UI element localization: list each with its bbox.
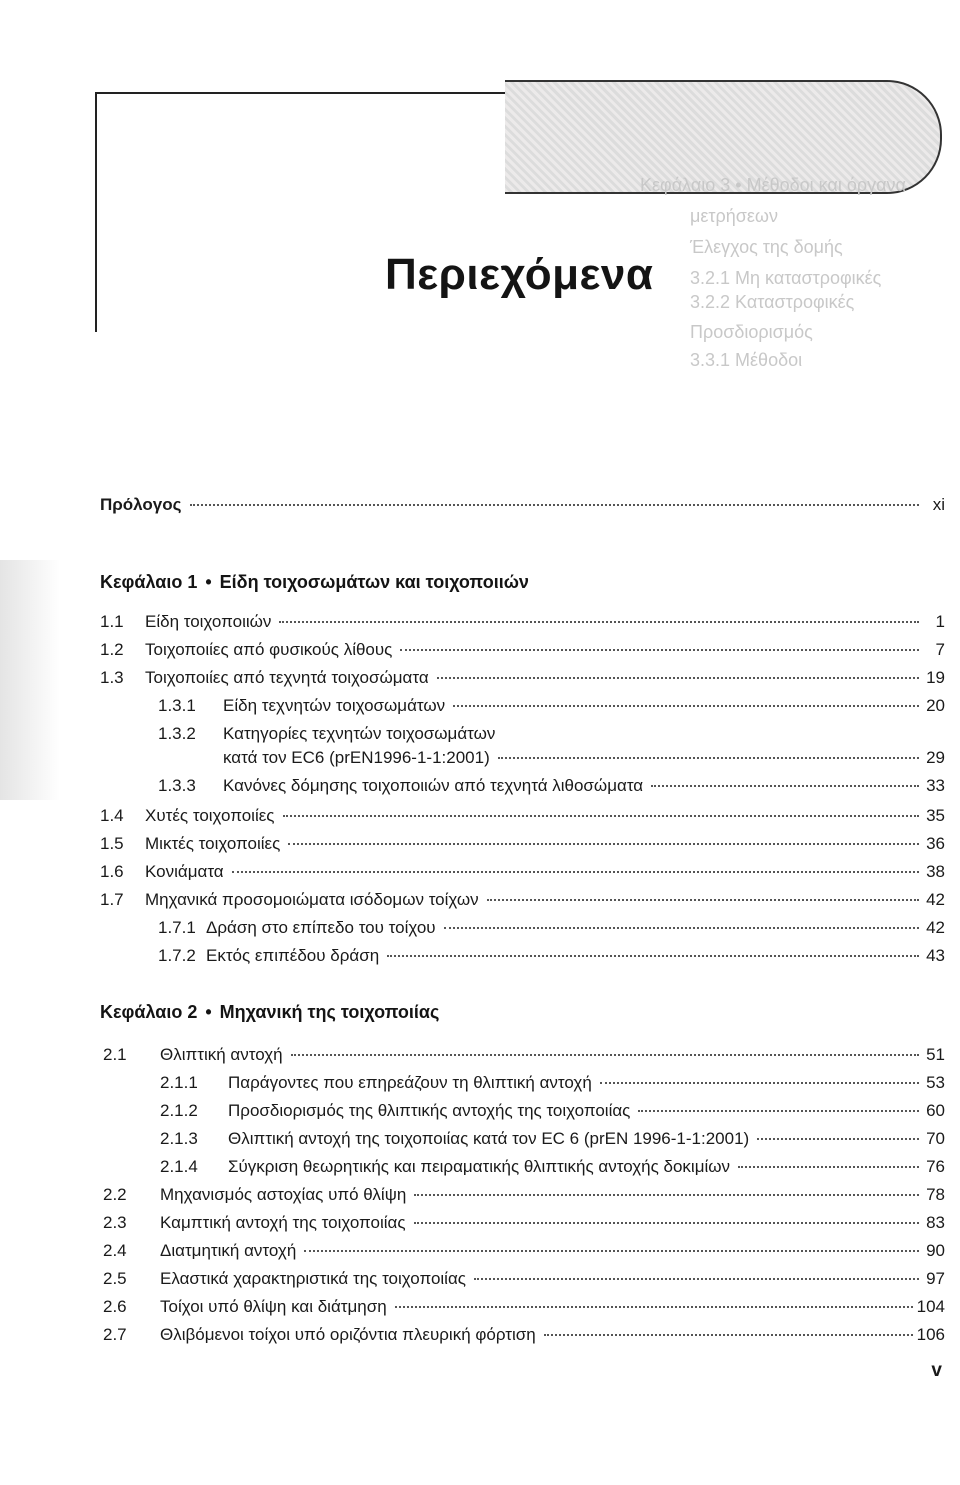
toc-entry-title: Καμπτική αντοχή της τοιχοποιίας <box>160 1213 406 1232</box>
toc-entry-number: 2.4 <box>103 1241 127 1260</box>
toc-entry-1-3-2[interactable] <box>158 724 945 744</box>
toc-entry-1-7-1[interactable] <box>158 918 945 938</box>
toc-entry-number: 1.3.2 <box>158 724 196 743</box>
ghost-line-6: Προσδιορισμός <box>690 322 813 342</box>
page-title: Περιεχόμενα <box>385 250 654 299</box>
leader-dots <box>414 1194 919 1196</box>
toc-entry-2-4[interactable] <box>103 1241 945 1261</box>
toc-entry-number: 1.4 <box>100 806 124 825</box>
toc-entry-page: 90 <box>926 1241 945 1260</box>
toc-entry-number: 2.1.2 <box>160 1101 198 1120</box>
toc-entry-title: Εκτός επιπέδου δράση <box>206 946 380 965</box>
chapter-label: Κεφάλαιο 1 <box>100 572 198 592</box>
toc-entry-page: 42 <box>926 918 945 937</box>
scan-shadow <box>0 560 60 800</box>
toc-entry-number: 1.7.2 <box>158 946 196 965</box>
toc-entry-page: 83 <box>926 1213 945 1232</box>
toc-entry-title: Μηχανισμός αστοχίας υπό θλίψη <box>160 1185 407 1204</box>
toc-entry-title: Διατμητική αντοχή <box>160 1241 297 1260</box>
toc-entry-2-1[interactable] <box>103 1045 945 1065</box>
toc-entry-page: 38 <box>926 862 945 881</box>
toc-entry-number: 1.3.1 <box>158 696 196 715</box>
leader-dots <box>283 815 919 817</box>
chapter-1-heading <box>100 572 529 593</box>
chapter-2-heading <box>100 1002 439 1023</box>
toc-entry-page: 33 <box>926 776 945 795</box>
toc-entry-page: 1 <box>935 612 945 631</box>
toc-entry-title: Προσδιορισμός της θλιπτικής αντοχής της τοιχοποιίας <box>228 1101 631 1120</box>
ghost-line-3: Έλεγχος της δομής <box>690 237 843 257</box>
toc-entry-page: 20 <box>926 696 945 715</box>
toc-entry-title: Κατηγορίες τεχνητών τοιχοσωμάτων <box>223 724 496 743</box>
leader-dots <box>279 621 919 623</box>
toc-entry-1-7[interactable] <box>100 890 945 910</box>
leader-dots <box>232 871 919 873</box>
leader-dots <box>387 955 919 957</box>
toc-entry-1-4[interactable] <box>100 806 945 826</box>
toc-entry-page: 78 <box>926 1185 945 1204</box>
leader-dots <box>291 1054 919 1056</box>
toc-entry-title: κατά τον EC6 (prEN1996-1-1:2001) <box>223 748 490 767</box>
ghost-line-4: 3.2.1 Μη καταστροφικές <box>690 268 882 288</box>
toc-entry-2-1-4[interactable] <box>160 1157 945 1177</box>
toc-entry-title: Είδη τοιχοποιιών <box>145 612 272 631</box>
bullet-icon: • <box>205 572 212 592</box>
toc-entry-page: 76 <box>926 1157 945 1176</box>
toc-entry-2-1-2[interactable] <box>160 1101 945 1121</box>
toc-entry-page: 106 <box>916 1325 945 1344</box>
toc-entry-title: Μικτές τοιχοποιίες <box>145 834 281 853</box>
toc-entry-number: 1.3.3 <box>158 776 196 795</box>
leader-dots <box>414 1222 919 1224</box>
toc-entry-1-7-2[interactable] <box>158 946 945 966</box>
toc-entry-number: 2.1.4 <box>160 1157 198 1176</box>
toc-entry-number: 2.6 <box>103 1297 127 1316</box>
toc-entry-1-3-1[interactable] <box>158 696 945 716</box>
toc-entry-title: Κανόνες δόμησης τοιχοποιιών από τεχνητά λιθοσώματα <box>223 776 644 795</box>
toc-entry-1-6[interactable] <box>100 862 945 882</box>
toc-entry-2-5[interactable] <box>103 1269 945 1289</box>
leader-dots <box>498 757 919 759</box>
leader-dots <box>400 649 919 651</box>
toc-entry-page: 97 <box>926 1269 945 1288</box>
chapter-title: Μηχανική της τοιχοποιίας <box>219 1002 440 1022</box>
toc-entry-title: Θλιβόμενοι τοίχοι υπό οριζόντια πλευρική φόρτιση <box>160 1325 536 1344</box>
leader-dots <box>444 927 919 929</box>
chapter-title: Είδη τοιχοσωμάτων και τοιχοποιιών <box>219 572 529 592</box>
toc-entry-title: Θλιπτική αντοχή της τοιχοποιίας κατά τον EC 6 (prEN 1996-1-1:2001) <box>228 1129 750 1148</box>
toc-entry-number: 1.7.1 <box>158 918 196 937</box>
toc-entry-number: 1.6 <box>100 862 124 881</box>
leader-dots <box>288 843 919 845</box>
chapter-label: Κεφάλαιο 2 <box>100 1002 198 1022</box>
toc-entry-title: Χυτές τοιχοποιίες <box>145 806 275 825</box>
toc-entry-page: 43 <box>926 946 945 965</box>
leader-dots <box>474 1278 919 1280</box>
leader-dots <box>544 1334 913 1336</box>
toc-entry-page: 7 <box>935 640 945 659</box>
toc-entry-page: 53 <box>926 1073 945 1092</box>
toc-entry-2-3[interactable] <box>103 1213 945 1233</box>
toc-entry-2-6[interactable] <box>103 1297 945 1317</box>
toc-entry-1-3-2-cont[interactable] <box>223 748 945 768</box>
toc-entry-number: 2.7 <box>103 1325 127 1344</box>
toc-entry-number: 1.3 <box>100 668 124 687</box>
toc-entry-page: 42 <box>926 890 945 909</box>
toc-entry-page: 70 <box>926 1129 945 1148</box>
toc-entry-title: Τοιχοποιίες από φυσικούς λίθους <box>145 640 393 659</box>
toc-entry-number: 2.1.1 <box>160 1073 198 1092</box>
page-number: v <box>931 1360 942 1381</box>
toc-entry-page: xi <box>932 495 945 514</box>
leader-dots <box>487 899 919 901</box>
toc-entry-number: 1.7 <box>100 890 124 909</box>
toc-entry-title: Σύγκριση θεωρητικής και πειραματικής θλιπτικής αντοχής δοκιμίων <box>228 1157 731 1176</box>
leader-dots <box>453 705 919 707</box>
toc-entry-page: 19 <box>926 668 945 687</box>
leader-dots <box>638 1110 919 1112</box>
toc-entry-title: Τοίχοι υπό θλίψη και διάτμηση <box>160 1297 387 1316</box>
toc-entry-title: Δράση στο επίπεδο του τοίχου <box>206 918 436 937</box>
toc-entry-preface[interactable] <box>100 495 945 515</box>
leader-dots <box>304 1250 919 1252</box>
toc-entry-1-1[interactable] <box>100 612 945 632</box>
toc-entry-number: 2.1.3 <box>160 1129 198 1148</box>
toc-entry-title: Θλιπτική αντοχή <box>160 1045 283 1064</box>
toc-entry-1-5[interactable] <box>100 834 945 854</box>
toc-entry-number: 1.1 <box>100 612 124 631</box>
toc-entry-page: 104 <box>916 1297 945 1316</box>
toc-entry-number: 2.3 <box>103 1213 127 1232</box>
toc-entry-title: Κονιάματα <box>145 862 224 881</box>
toc-entry-1-3-3[interactable] <box>158 776 945 796</box>
toc-entry-page: 35 <box>926 806 945 825</box>
leader-dots <box>395 1306 913 1308</box>
toc-entry-2-1-3[interactable] <box>160 1129 945 1149</box>
toc-entry-title: Ελαστικά χαρακτηριστικά της τοιχοποιίας <box>160 1269 466 1288</box>
toc-entry-number: 2.2 <box>103 1185 127 1204</box>
toc-entry-number: 2.1 <box>103 1045 127 1064</box>
toc-entry-2-7[interactable] <box>103 1325 945 1345</box>
toc-entry-title: Πρόλογος <box>100 495 182 514</box>
toc-entry-2-1-1[interactable] <box>160 1073 945 1093</box>
toc-entry-page: 60 <box>926 1101 945 1120</box>
leader-dots <box>651 785 919 787</box>
leader-dots <box>600 1082 919 1084</box>
toc-entry-page: 51 <box>926 1045 945 1064</box>
ghost-line-2: μετρήσεων <box>690 206 778 226</box>
toc-entry-title: Τοιχοποιίες από τεχνητά τοιχοσώματα <box>145 668 429 687</box>
toc-entry-title: Είδη τεχνητών τοιχοσωμάτων <box>223 696 446 715</box>
leader-dots <box>190 504 920 506</box>
toc-entry-title: Παράγοντες που επηρεάζουν τη θλιπτική αντοχή <box>228 1073 592 1092</box>
toc-entry-number: 2.5 <box>103 1269 127 1288</box>
toc-entry-title: Μηχανικά προσομοιώματα ισόδομων τοίχων <box>145 890 479 909</box>
toc-entry-1-2[interactable] <box>100 640 945 660</box>
ghost-line-1: Κεφάλαιο 3 • Μέθοδοι και όργανα <box>640 175 906 195</box>
bullet-icon: • <box>205 1002 212 1022</box>
leader-dots <box>738 1166 919 1168</box>
toc-entry-number: 1.5 <box>100 834 124 853</box>
toc-entry-1-3[interactable] <box>100 668 945 688</box>
ghost-line-5: 3.2.2 Καταστροφικές <box>690 292 855 312</box>
toc-entry-page: 36 <box>926 834 945 853</box>
header-frame-left-rule <box>95 92 97 332</box>
leader-dots <box>757 1138 919 1140</box>
ghost-line-7: 3.3.1 Μέθοδοι <box>690 350 803 370</box>
toc-entry-page: 29 <box>926 748 945 767</box>
leader-dots <box>437 677 919 679</box>
toc-entry-number: 1.2 <box>100 640 124 659</box>
toc-entry-2-2[interactable] <box>103 1185 945 1205</box>
